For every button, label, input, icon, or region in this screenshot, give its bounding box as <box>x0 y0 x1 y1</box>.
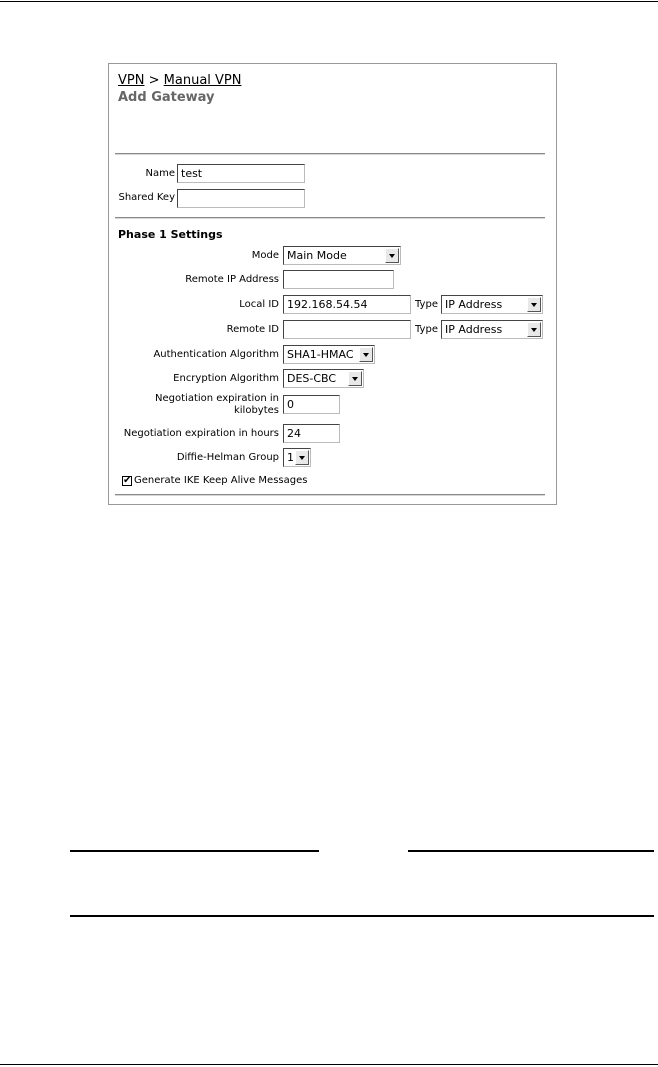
local-id-type-label: Type <box>415 299 438 310</box>
local-id-input[interactable] <box>283 295 411 314</box>
chevron-down-icon <box>348 371 362 386</box>
remote-id-type-value: IP Address <box>445 323 503 336</box>
mode-select-value: Main Mode <box>287 249 347 262</box>
chevron-down-icon <box>527 322 541 337</box>
phase1-heading: Phase 1 Settings <box>118 228 223 241</box>
breadcrumb-vpn-link[interactable]: VPN <box>118 73 145 88</box>
chevron-down-icon <box>385 248 399 263</box>
add-gateway-panel <box>108 63 557 505</box>
neg-hours-label: Negotiation expiration in hours <box>123 428 279 439</box>
table-rule-bottom <box>70 915 654 917</box>
remote-id-label: Remote ID <box>226 324 279 335</box>
mode-select[interactable] <box>283 246 401 265</box>
shared-key-input[interactable] <box>177 189 305 208</box>
page-bottom-rule <box>0 1064 658 1065</box>
shared-key-label: Shared Key <box>118 192 175 203</box>
auth-algorithm-label: Authentication Algorithm <box>153 349 279 360</box>
neg-kb-label-line1: Negotiation expiration in <box>155 393 279 404</box>
neg-kb-label <box>129 393 279 417</box>
neg-kb-label-line2: kilobytes <box>233 405 279 416</box>
divider-top <box>115 153 545 155</box>
auth-algorithm-value: SHA1-HMAC <box>287 348 354 361</box>
auth-algorithm-select[interactable] <box>283 345 375 364</box>
dh-group-select[interactable] <box>283 448 311 467</box>
remote-ip-input[interactable] <box>283 270 394 289</box>
enc-algorithm-label: Encryption Algorithm <box>173 373 279 384</box>
neg-kb-input[interactable] <box>283 395 340 414</box>
remote-id-type-label: Type <box>415 324 438 335</box>
table-rule-right <box>408 850 654 852</box>
remote-id-type-select[interactable] <box>441 320 543 339</box>
keepalive-label: Generate IKE Keep Alive Messages <box>134 475 308 486</box>
neg-hours-input[interactable] <box>283 424 340 443</box>
breadcrumb-separator: > <box>148 73 160 88</box>
local-id-type-value: IP Address <box>445 298 503 311</box>
local-id-label: Local ID <box>239 299 279 310</box>
name-label: Name <box>145 168 175 179</box>
divider-bottom <box>115 494 545 496</box>
dh-group-label: Diffie-Helman Group <box>176 452 279 463</box>
divider-middle <box>115 217 545 219</box>
check-icon: ✔ <box>123 475 132 486</box>
enc-algorithm-value: DES-CBC <box>287 372 337 385</box>
chevron-down-icon <box>359 347 373 362</box>
breadcrumb-manual-vpn-link[interactable]: Manual VPN <box>163 73 242 88</box>
local-id-type-select[interactable] <box>441 295 543 314</box>
chevron-down-icon <box>527 297 541 312</box>
chevron-down-icon <box>295 450 309 465</box>
name-input[interactable] <box>177 164 305 183</box>
page-title: Add Gateway <box>118 90 215 105</box>
table-rule-left <box>70 850 319 852</box>
remote-id-input[interactable] <box>283 320 411 339</box>
dh-group-value: 1 <box>287 451 294 464</box>
breadcrumb <box>118 73 242 89</box>
remote-ip-label: Remote IP Address <box>185 274 279 285</box>
enc-algorithm-select[interactable] <box>283 369 364 388</box>
keepalive-checkbox[interactable] <box>122 476 132 486</box>
page-top-rule <box>0 1 658 2</box>
mode-label: Mode <box>251 250 279 261</box>
